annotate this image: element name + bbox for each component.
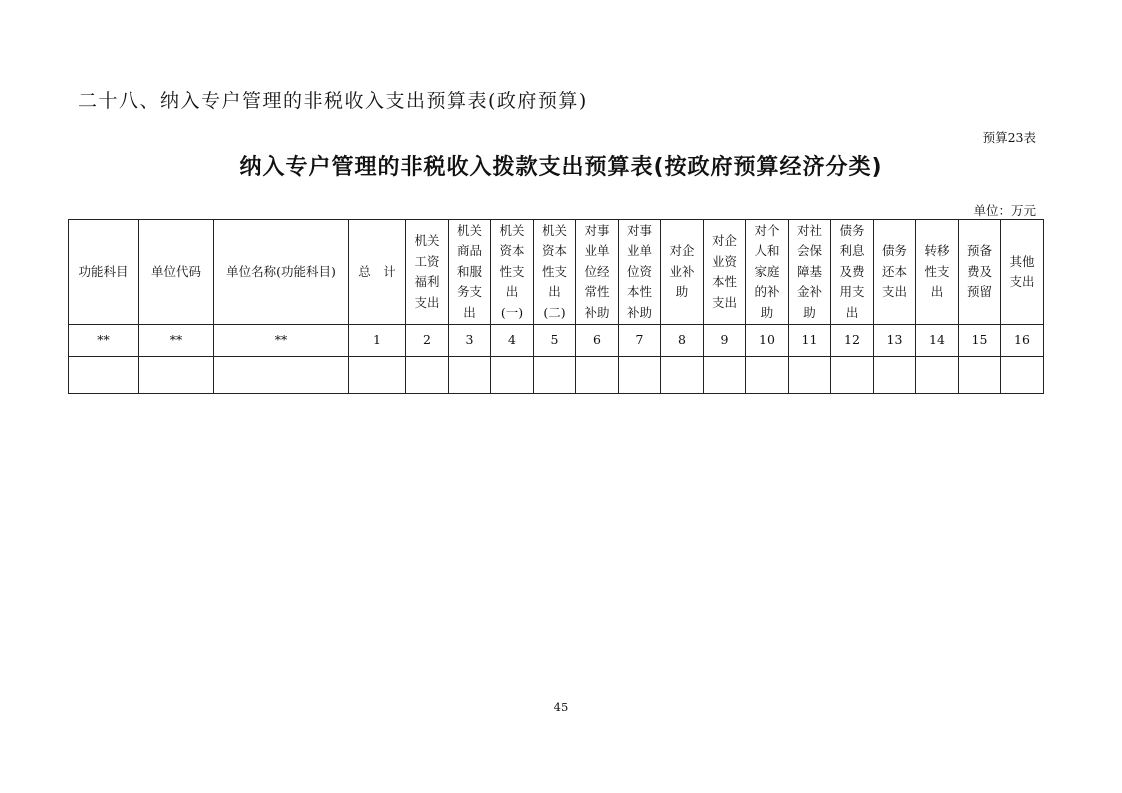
col-header-other-expenditure: 其他 支出 <box>1001 220 1044 325</box>
empty-cell <box>449 357 491 394</box>
index-cell: 13 <box>874 325 916 357</box>
col-header-social-security-fund: 对社 会保 障基 金补 助 <box>789 220 831 325</box>
main-title: 纳入专户管理的非税收入拨款支出预算表(按政府预算经济分类) <box>239 155 883 180</box>
index-cell: 10 <box>746 325 789 357</box>
col-header-agency-wages: 机关 工资 福利 支出 <box>406 220 449 325</box>
empty-cell <box>746 357 789 394</box>
empty-cell <box>619 357 661 394</box>
empty-data-row <box>69 357 1044 394</box>
budget-table <box>68 219 1044 394</box>
empty-cell <box>789 357 831 394</box>
col-header-total: 总 计 <box>349 220 406 325</box>
col-header-unit-code: 单位代码 <box>139 220 214 325</box>
index-cell: 1 <box>349 325 406 357</box>
section-heading: 二十八、纳入专户管理的非税收入支出预算表(政府预算) <box>78 90 588 112</box>
index-cell: 14 <box>916 325 959 357</box>
col-header-enterprise-capital: 对企 业资 本性 支出 <box>704 220 746 325</box>
index-cell: 6 <box>576 325 619 357</box>
empty-cell <box>1001 357 1044 394</box>
table-number: 预算23表 <box>982 130 1036 145</box>
index-cell: 2 <box>406 325 449 357</box>
col-header-agency-goods-services: 机关 商品 和服 务支 出 <box>449 220 491 325</box>
col-header-agency-capital-1: 机关 资本 性支 出 (一) <box>491 220 534 325</box>
col-header-agency-capital-2: 机关 资本 性支 出 (二) <box>534 220 576 325</box>
index-cell: 5 <box>534 325 576 357</box>
col-header-institution-capital-subsidy: 对事 业单 位资 本性 补助 <box>619 220 661 325</box>
empty-cell <box>959 357 1001 394</box>
col-header-enterprise-subsidy: 对企 业补 助 <box>661 220 704 325</box>
col-header-debt-principal: 债务 还本 支出 <box>874 220 916 325</box>
empty-cell <box>349 357 406 394</box>
index-cell: 15 <box>959 325 1001 357</box>
col-header-function-subject: 功能科目 <box>69 220 139 325</box>
index-cell: 3 <box>449 325 491 357</box>
index-cell: ** <box>214 325 349 357</box>
empty-cell <box>874 357 916 394</box>
index-cell: 11 <box>789 325 831 357</box>
col-header-household-subsidy: 对个 人和 家庭 的补 助 <box>746 220 789 325</box>
index-cell: 7 <box>619 325 661 357</box>
index-cell: 12 <box>831 325 874 357</box>
empty-cell <box>214 357 349 394</box>
col-header-reserve: 预备 费及 预留 <box>959 220 1001 325</box>
col-header-transfer-expenditure: 转移 性支 出 <box>916 220 959 325</box>
empty-cell <box>576 357 619 394</box>
empty-cell <box>534 357 576 394</box>
empty-cell <box>916 357 959 394</box>
empty-cell <box>406 357 449 394</box>
index-cell: 8 <box>661 325 704 357</box>
empty-cell <box>491 357 534 394</box>
index-cell: ** <box>69 325 139 357</box>
empty-cell <box>831 357 874 394</box>
page-number: 45 <box>553 700 569 714</box>
index-cell: 4 <box>491 325 534 357</box>
index-cell: 9 <box>704 325 746 357</box>
empty-cell <box>139 357 214 394</box>
header-row <box>69 220 1044 325</box>
index-cell: ** <box>139 325 214 357</box>
empty-cell <box>704 357 746 394</box>
col-header-debt-interest: 债务 利息 及费 用支 出 <box>831 220 874 325</box>
col-header-unit-name: 单位名称(功能科目) <box>214 220 349 325</box>
unit-label: 单位：万元 <box>973 203 1036 218</box>
empty-cell <box>69 357 139 394</box>
index-cell: 16 <box>1001 325 1044 357</box>
index-row <box>69 325 1044 357</box>
col-header-institution-recurrent-subsidy: 对事 业单 位经 常性 补助 <box>576 220 619 325</box>
empty-cell <box>661 357 704 394</box>
